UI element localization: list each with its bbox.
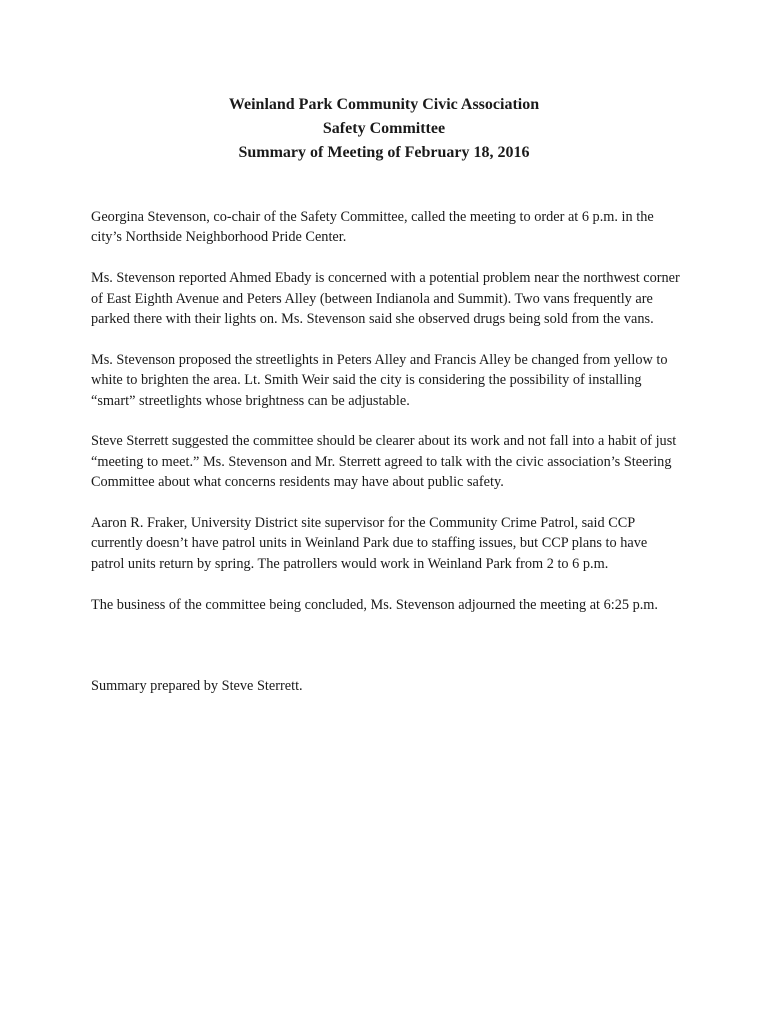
signature-line: Summary prepared by Steve Sterrett. xyxy=(91,678,303,695)
document-header xyxy=(0,93,768,165)
meeting-title: Summary of Meeting of February 18, 2016 xyxy=(238,144,530,161)
committee-title: Safety Committee xyxy=(322,120,446,137)
paragraph-committee-work: Steve Sterrett suggested the committee should be clearer about its work and not fall into a habit of just “meeting to meet.” Ms. Stevenson and Mr. Sterrett agreed to talk with the civic association’s Steering Committee about what concerns residents may have about public safety. xyxy=(91,433,677,491)
paragraph-streetlights: Ms. Stevenson proposed the streetlights in Peters Alley and Francis Alley be changed from yellow to white to brighten the area. Lt. Smith Weir said the city is considering the possibility of installing “smart” streetlights whose brightness can be adjustable. xyxy=(91,351,668,409)
paragraph-vans-report: Ms. Stevenson reported Ahmed Ebady is concerned with a potential problem near the northwest corner of East Eighth Avenue and Peters Alley (between Indianola and Summit). Two vans frequently are parked there with their lights on. Ms. Stevenson said she observed drugs being sold from the vans. xyxy=(91,270,680,328)
paragraph-crime-patrol: Aaron R. Fraker, University District site supervisor for the Community Crime Patrol, said CCP currently doesn’t have patrol units in Weinland Park due to staffing issues, but CCP plans to have patrol units return by spring. The patrollers would work in Weinland Park from 2 to 6 p.m. xyxy=(91,515,648,572)
organization-title: Weinland Park Community Civic Association xyxy=(228,96,540,113)
paragraph-adjournment: The business of the committee being concluded, Ms. Stevenson adjourned the meeting at 6:25 p.m. xyxy=(91,596,658,613)
paragraph-call-to-order: Georgina Stevenson, co-chair of the Safety Committee, called the meeting to order at 6 p.m. in the city’s Northside Neighborhood Pride Center. xyxy=(91,209,654,246)
document-body xyxy=(91,207,681,696)
